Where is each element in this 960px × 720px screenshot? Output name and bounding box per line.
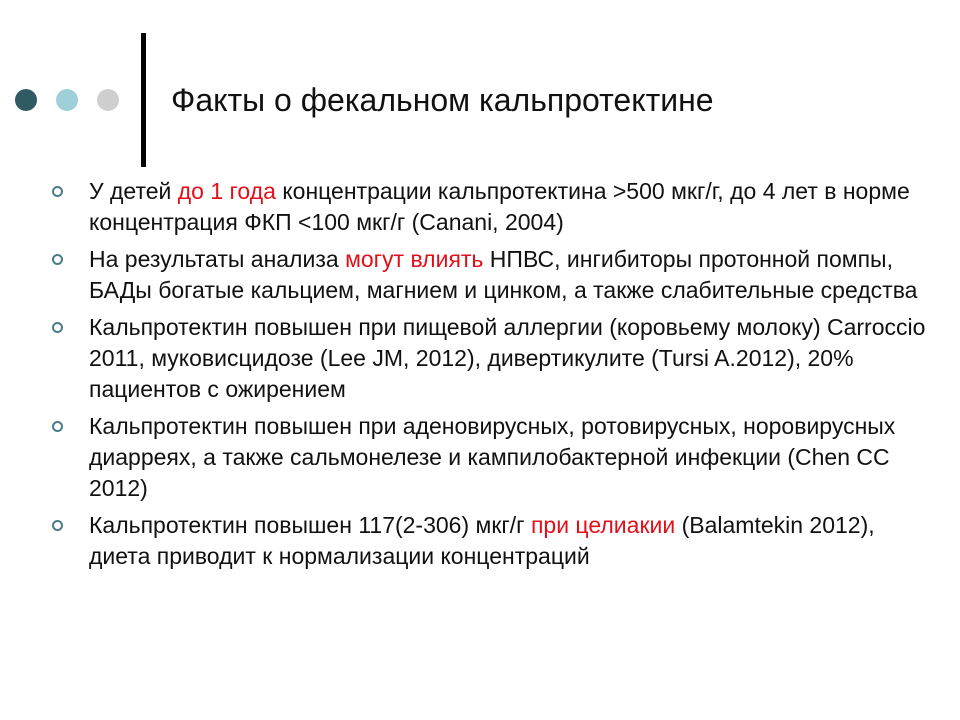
bullet-item: [52, 244, 932, 306]
bullet-text-part: (Balamtekin 2012), диета приводит к нормализации концентраций: [89, 512, 875, 569]
slide-title: Факты о фекальном кальпротектине: [171, 82, 714, 118]
dark-teal-dot-icon: [15, 89, 37, 111]
highlighted-text: могут влиять: [345, 246, 484, 272]
highlighted-text: до 1 года: [177, 178, 276, 204]
bullet-text-part: Кальпротектин повышен при аденовирусных, ротовирусных, норовирусных диарреях, а также сальмонелезе и кампилобактерной инфекции (Chen CC 2012): [89, 413, 896, 501]
bullet-text-part: концентрации кальпротектина >500 мкг/г, до 4 лет в норме концентрация ФКП <100 мкг/г (Canani, 2004): [89, 178, 910, 235]
bullet-text-part: На результаты анализа: [89, 246, 346, 272]
bullet-text: [89, 178, 910, 235]
title-divider-line: [141, 33, 146, 167]
bullet-text-part: У детей: [89, 178, 178, 204]
bullet-item: [52, 510, 932, 572]
bullet-text: [89, 246, 917, 303]
ring-bullet-icon: [52, 254, 63, 265]
bullet-text-part: Кальпротектин повышен при пищевой аллергии (коровьему молоку) Carroccio 2011, муковисцидозе (Lee JM, 2012), дивертикулите (Tursi A.2012), 20% пациентов с ожирением: [89, 314, 926, 402]
ring-bullet-icon: [52, 186, 63, 197]
bullet-item: [52, 411, 932, 504]
light-teal-dot-icon: [56, 89, 78, 111]
ring-bullet-icon: [52, 322, 63, 333]
bullet-text: [89, 413, 895, 501]
ring-bullet-icon: [52, 520, 63, 531]
highlighted-text: при целиакии: [530, 512, 676, 538]
ring-bullet-icon: [52, 421, 63, 432]
bullet-list: [52, 176, 932, 578]
gray-dot-icon: [97, 89, 119, 111]
bullet-item: [52, 176, 932, 238]
bullet-text: [89, 512, 875, 569]
bullet-text: [89, 314, 925, 402]
bullet-text-part: Кальпротектин повышен 117(2-306) мкг/г: [89, 512, 531, 538]
bullet-item: [52, 312, 932, 405]
bullet-text-part: НПВС, ингибиторы протонной помпы, БАДы богатые кальцием, магнием и цинком, а также слабительные средства: [89, 246, 918, 303]
